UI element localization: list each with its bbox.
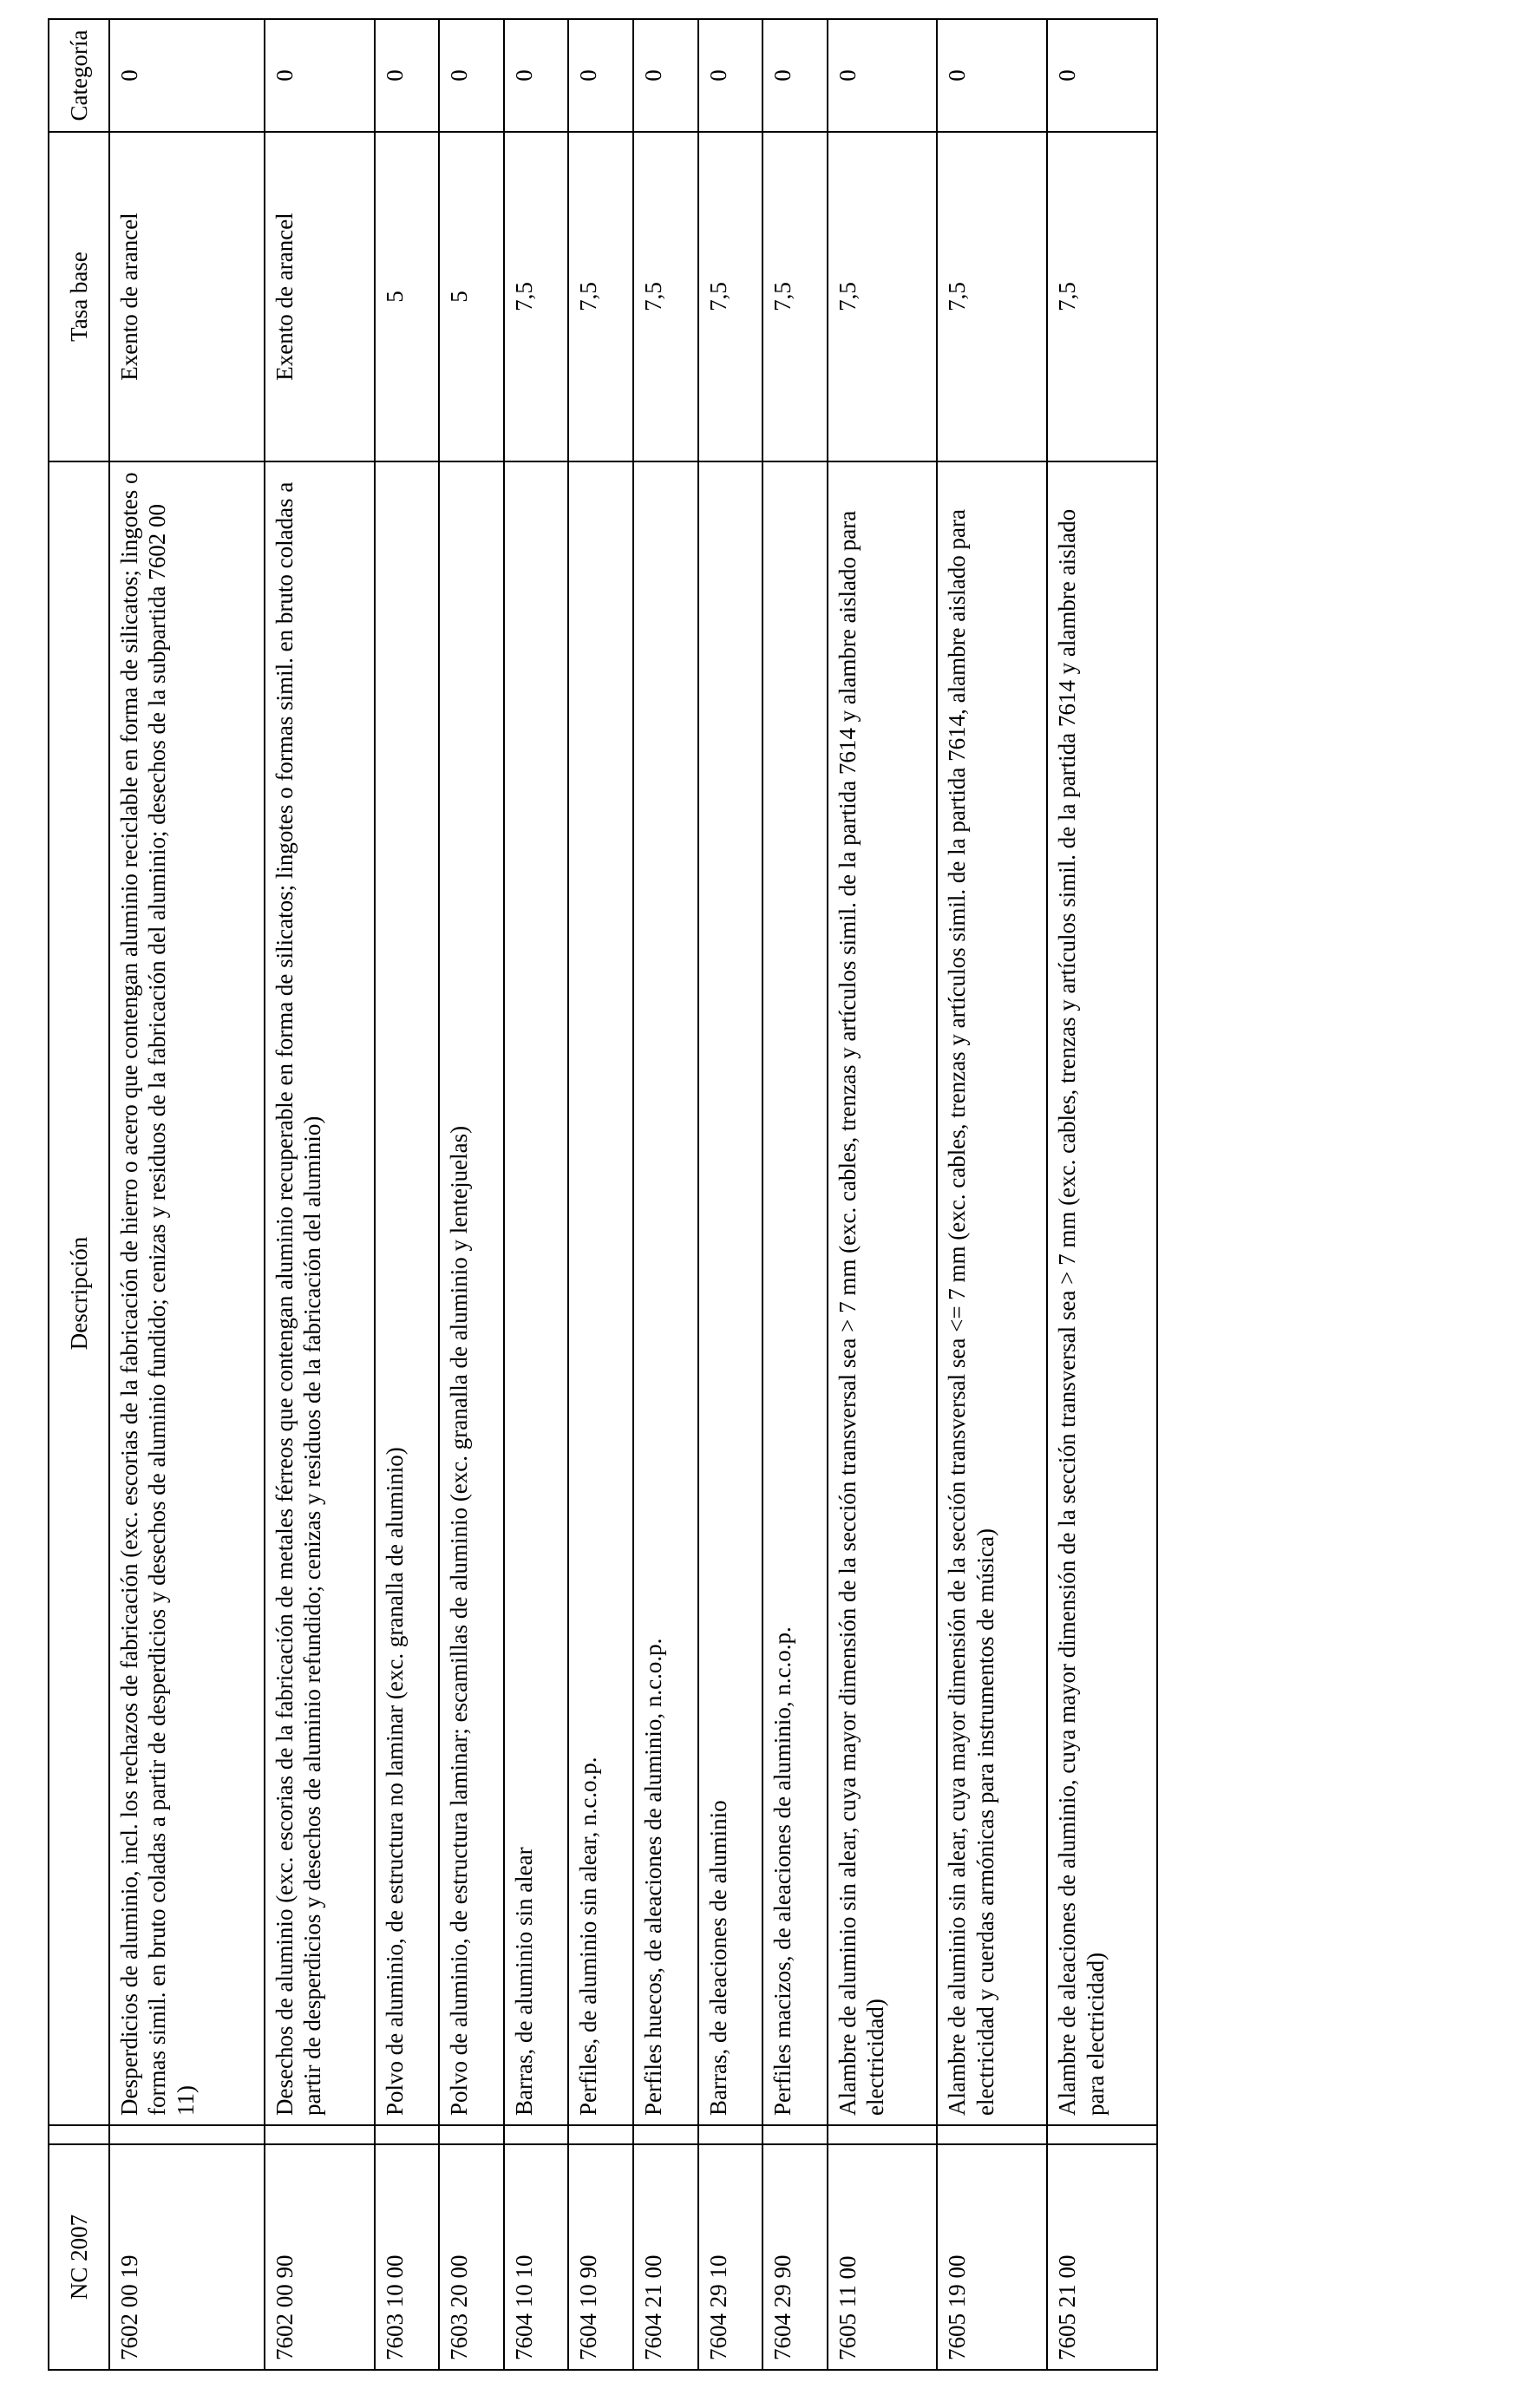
row-category: 0 bbox=[109, 19, 265, 132]
row-category: 0 bbox=[504, 19, 569, 132]
row-rate: Exento de arancel bbox=[265, 132, 375, 461]
table-row bbox=[937, 19, 1047, 2370]
row-code: 7605 19 00 bbox=[937, 2144, 1047, 2370]
row-category: 0 bbox=[633, 19, 698, 132]
row-spacer bbox=[828, 2125, 938, 2144]
table-row bbox=[828, 19, 938, 2370]
header-description: Descripción bbox=[49, 461, 109, 2125]
row-code: 7603 10 00 bbox=[375, 2144, 440, 2370]
row-description: Alambre de aleaciones de aluminio, cuya mayor dimensión de la sección transversal sea > 7 mm (exc. cables, trenzas y artículos simil. de la partida 7614 y alambre aislado para electricidad) bbox=[1047, 461, 1157, 2125]
row-rate: 7,5 bbox=[828, 132, 938, 461]
row-rate: 7,5 bbox=[633, 132, 698, 461]
row-spacer bbox=[633, 2125, 698, 2144]
table-row bbox=[633, 19, 698, 2370]
row-rate: 7,5 bbox=[762, 132, 828, 461]
row-rate: 7,5 bbox=[698, 132, 763, 461]
rotated-page bbox=[48, 20, 1158, 2371]
row-code: 7604 10 90 bbox=[568, 2144, 633, 2370]
table-row bbox=[762, 19, 828, 2370]
table-row bbox=[375, 19, 440, 2370]
header-rate: Tasa base bbox=[49, 132, 109, 461]
row-spacer bbox=[698, 2125, 763, 2144]
row-description: Desechos de aluminio (exc. escorias de la fabricación de metales férreos que contengan aluminio recuperable en forma de silicatos; lingotes o formas simil. en bruto coladas a partir de desperdicios y desechos de aluminio refundido; cenizas y residuos de la fabricación del aluminio) bbox=[265, 461, 375, 2125]
row-rate: 7,5 bbox=[568, 132, 633, 461]
row-rate: 7,5 bbox=[937, 132, 1047, 461]
row-description: Perfiles macizos, de aleaciones de aluminio, n.c.o.p. bbox=[762, 461, 828, 2125]
row-spacer bbox=[937, 2125, 1047, 2144]
row-description: Alambre de aluminio sin alear, cuya mayor dimensión de la sección transversal sea > 7 mm (exc. cables, trenzas y artículos simil. de la partida 7614 y alambre aislado para electricidad) bbox=[828, 461, 938, 2125]
row-description: Alambre de aluminio sin alear, cuya mayor dimensión de la sección transversal sea <= 7 mm (exc. cables, trenzas y artículos simil. de la partida 7614, alambre aislado para electricidad y cuerdas armónicas para instrumentos de música) bbox=[937, 461, 1047, 2125]
row-description: Desperdicios de aluminio, incl. los rechazos de fabricación (exc. escorias de la fabricación de hierro o acero que contengan aluminio reciclable en forma de silicatos; lingotes o formas simil. en bruto coladas a partir de desperdicios y desechos de aluminio fundido; cenizas y residuos de la fabricación del aluminio; desechos de la subpartida 7602 00 11) bbox=[109, 461, 265, 2125]
row-code: 7605 21 00 bbox=[1047, 2144, 1157, 2370]
row-code: 7602 00 90 bbox=[265, 2144, 375, 2370]
header-code: NC 2007 bbox=[49, 2144, 109, 2370]
row-description: Polvo de aluminio, de estructura laminar; escamillas de aluminio (exc. granalla de aluminio y lentejuelas) bbox=[439, 461, 504, 2125]
row-code: 7604 10 10 bbox=[504, 2144, 569, 2370]
row-description: Perfiles huecos, de aleaciones de aluminio, n.c.o.p. bbox=[633, 461, 698, 2125]
header-row bbox=[49, 19, 109, 2370]
row-spacer bbox=[375, 2125, 440, 2144]
row-spacer bbox=[109, 2125, 265, 2144]
row-description: Barras, de aleaciones de aluminio bbox=[698, 461, 763, 2125]
header-spacer bbox=[49, 2125, 109, 2144]
row-description: Barras, de aluminio sin alear bbox=[504, 461, 569, 2125]
table-row bbox=[698, 19, 763, 2370]
row-category: 0 bbox=[937, 19, 1047, 132]
row-code: 7604 21 00 bbox=[633, 2144, 698, 2370]
row-spacer bbox=[762, 2125, 828, 2144]
tariff-table bbox=[48, 18, 1158, 2371]
row-category: 0 bbox=[762, 19, 828, 132]
row-spacer bbox=[1047, 2125, 1157, 2144]
table-row bbox=[439, 19, 504, 2370]
header-category: Categoría bbox=[49, 19, 109, 132]
row-spacer bbox=[439, 2125, 504, 2144]
row-rate: Exento de arancel bbox=[109, 132, 265, 461]
row-category: 0 bbox=[1047, 19, 1157, 132]
row-rate: 5 bbox=[439, 132, 504, 461]
row-category: 0 bbox=[698, 19, 763, 132]
row-rate: 7,5 bbox=[504, 132, 569, 461]
table-row bbox=[1047, 19, 1157, 2370]
row-description: Polvo de aluminio, de estructura no laminar (exc. granalla de aluminio) bbox=[375, 461, 440, 2125]
table-row bbox=[504, 19, 569, 2370]
row-code: 7604 29 90 bbox=[762, 2144, 828, 2370]
row-code: 7604 29 10 bbox=[698, 2144, 763, 2370]
row-category: 0 bbox=[375, 19, 440, 132]
row-spacer bbox=[568, 2125, 633, 2144]
row-rate: 5 bbox=[375, 132, 440, 461]
table-row bbox=[568, 19, 633, 2370]
row-rate: 7,5 bbox=[1047, 132, 1157, 461]
table-row bbox=[265, 19, 375, 2370]
row-category: 0 bbox=[265, 19, 375, 132]
row-spacer bbox=[504, 2125, 569, 2144]
row-category: 0 bbox=[568, 19, 633, 132]
row-code: 7603 20 00 bbox=[439, 2144, 504, 2370]
row-description: Perfiles, de aluminio sin alear, n.c.o.p. bbox=[568, 461, 633, 2125]
row-category: 0 bbox=[439, 19, 504, 132]
row-code: 7602 00 19 bbox=[109, 2144, 265, 2370]
row-spacer bbox=[265, 2125, 375, 2144]
row-code: 7605 11 00 bbox=[828, 2144, 938, 2370]
table-row bbox=[109, 19, 265, 2370]
row-category: 0 bbox=[828, 19, 938, 132]
